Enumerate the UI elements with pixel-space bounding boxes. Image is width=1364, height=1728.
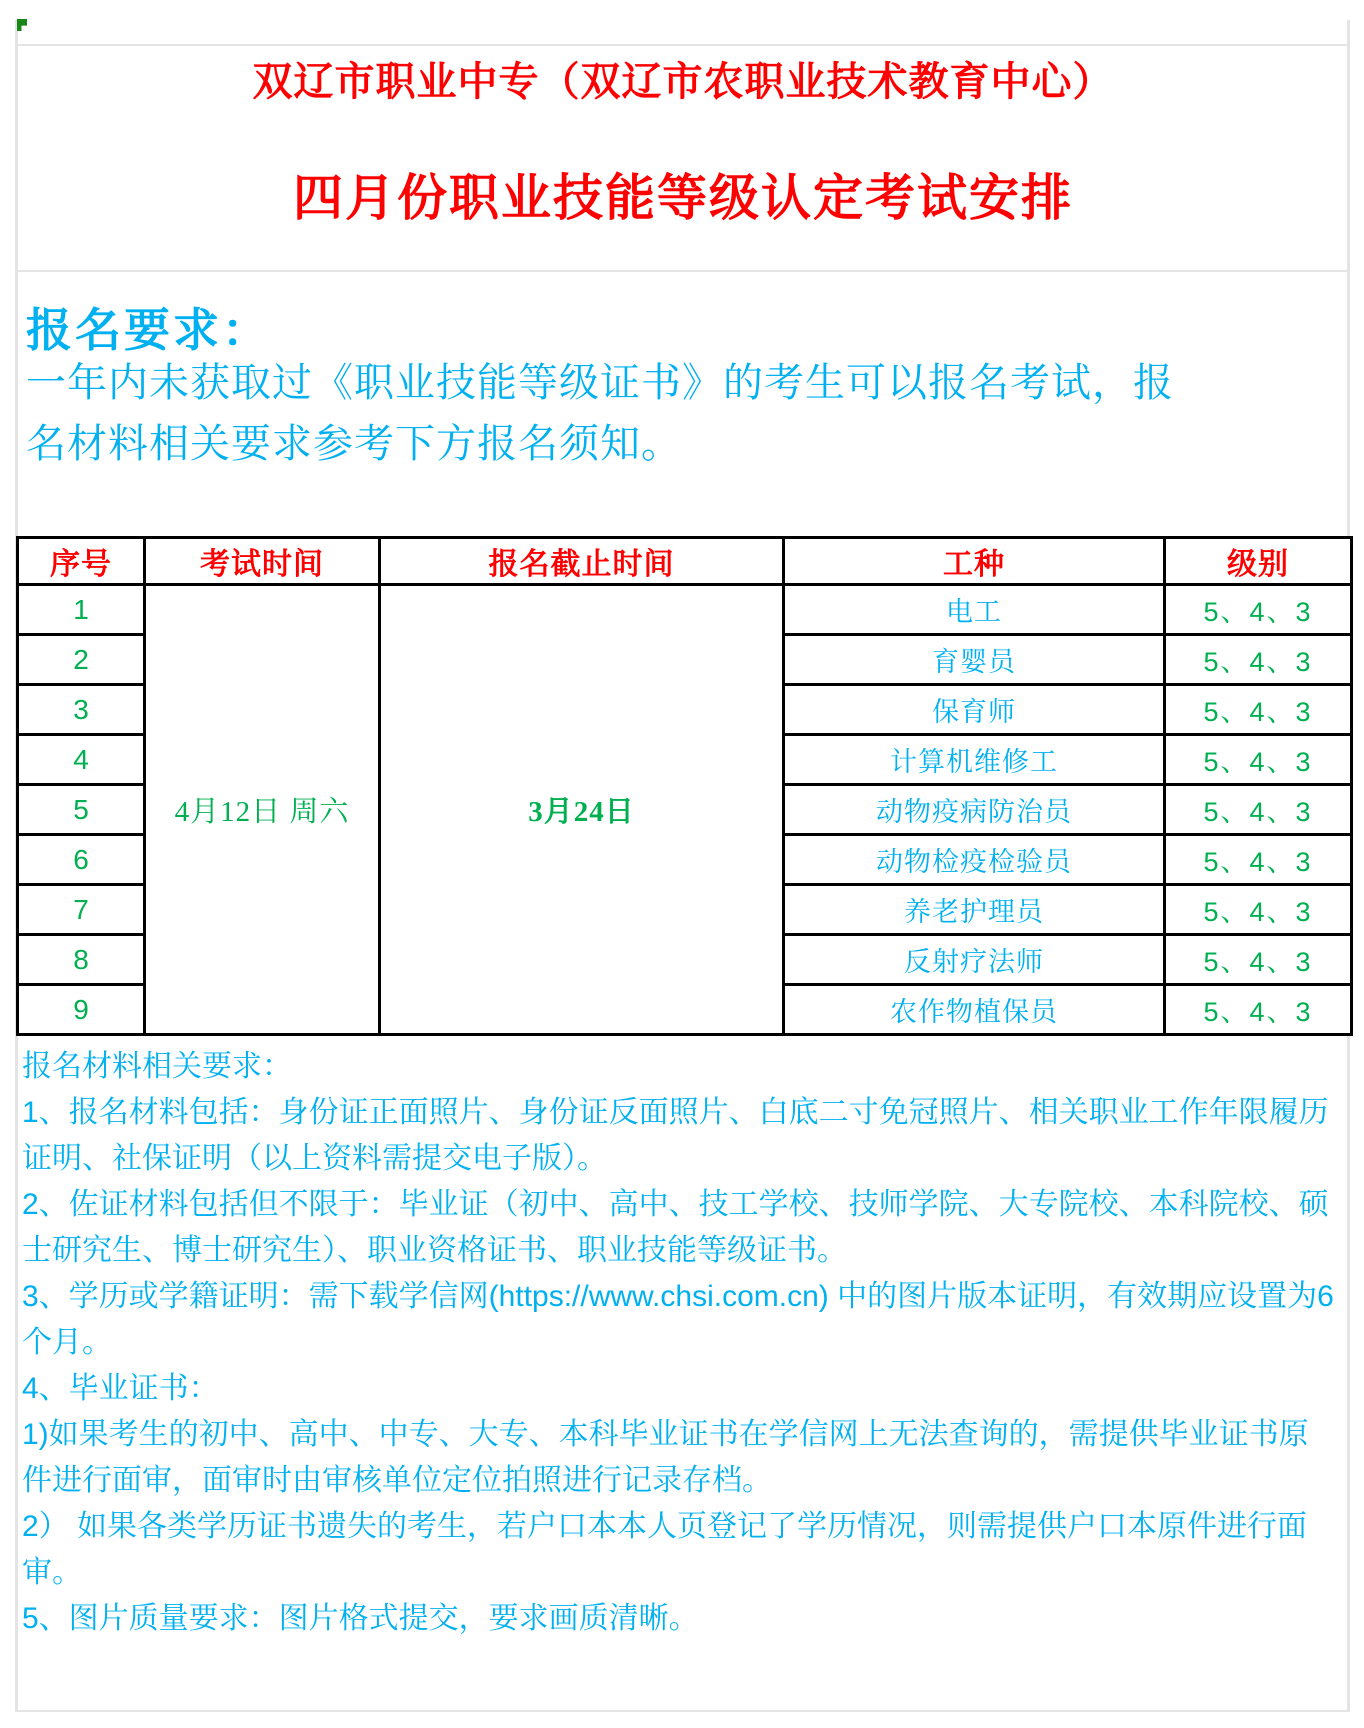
exam-date-cell: 4月12日 周六 xyxy=(145,585,380,1035)
frame-top-line xyxy=(15,44,1350,46)
row-number-cell: 8 xyxy=(18,935,145,985)
level-cell: 5、4、3 xyxy=(1165,985,1352,1035)
level-cell: 5、4、3 xyxy=(1165,585,1352,635)
row-number-cell: 9 xyxy=(18,985,145,1035)
level-cell: 5、4、3 xyxy=(1165,885,1352,935)
job-cell: 保育师 xyxy=(784,685,1165,735)
level-cell: 5、4、3 xyxy=(1165,685,1352,735)
job-cell: 动物检疫检验员 xyxy=(784,835,1165,885)
corner-flag-icon xyxy=(17,19,27,31)
note-paragraph: 1)如果考生的初中、高中、中专、大专、本科毕业证书在学信网上无法查询的，需提供毕业证书原件进行面审，面审时由审核单位定位拍照进行记录存档。 xyxy=(22,1418,1309,1497)
note-paragraph: 2、佐证材料包括但不限于：毕业证（初中、高中、技工学校、技师学院、大专院校、本科院校、硕士研究生、博士研究生）、职业资格证书、职业技能等级证书。 xyxy=(22,1188,1329,1267)
column-header-deadline: 报名截止时间 xyxy=(380,538,784,585)
level-cell: 5、4、3 xyxy=(1165,735,1352,785)
note-paragraph: 2） 如果各类学历证书遗失的考生，若户口本本人页登记了学历情况，则需提供户口本原件进行面审。 xyxy=(22,1510,1308,1589)
note-paragraph: 报名材料相关要求： xyxy=(22,1050,292,1083)
title-divider-line xyxy=(15,270,1350,272)
notes-section xyxy=(22,1044,1334,1642)
column-header-job: 工种 xyxy=(784,538,1165,585)
column-header-exam-time: 考试时间 xyxy=(145,538,380,585)
page-subtitle: 四月份职业技能等级认定考试安排 xyxy=(293,170,1073,226)
schedule-table xyxy=(16,536,1353,1036)
requirements-heading: 报名要求： xyxy=(26,304,271,356)
level-cell: 5、4、3 xyxy=(1165,635,1352,685)
job-cell: 育婴员 xyxy=(784,635,1165,685)
level-cell: 5、4、3 xyxy=(1165,935,1352,985)
job-cell: 反射疗法师 xyxy=(784,935,1165,985)
job-cell: 养老护理员 xyxy=(784,885,1165,935)
table-header-row xyxy=(18,538,1352,585)
column-header-serial: 序号 xyxy=(18,538,145,585)
job-cell: 农作物植保员 xyxy=(784,985,1165,1035)
deadline-cell: 3月24日 xyxy=(380,585,784,1035)
job-cell: 动物疫病防治员 xyxy=(784,785,1165,835)
row-number-cell: 6 xyxy=(18,835,145,885)
job-cell: 电工 xyxy=(784,585,1165,635)
level-cell: 5、4、3 xyxy=(1165,835,1352,885)
page-title: 双辽市职业中专（双辽市农职业技术教育中心） xyxy=(252,59,1114,104)
row-number-cell: 1 xyxy=(18,585,145,635)
row-number-cell: 2 xyxy=(18,635,145,685)
requirements-text: 一年内未获取过《职业技能等级证书》的考生可以报名考试，报名材料相关要求参考下方报名须知。 xyxy=(26,360,1174,466)
level-cell: 5、4、3 xyxy=(1165,785,1352,835)
note-paragraph: 3、学历或学籍证明：需下载学信网(https://www.chsi.com.cn) 中的图片版本证明，有效期应设置为6个月。 xyxy=(22,1280,1334,1359)
frame-bottom-line xyxy=(15,1710,1350,1712)
note-paragraph: 5、图片质量要求：图片格式提交，要求画质清晰。 xyxy=(22,1602,699,1635)
note-paragraph: 4、毕业证书： xyxy=(22,1372,219,1405)
job-cell: 计算机维修工 xyxy=(784,735,1165,785)
table-row xyxy=(18,585,1352,635)
row-number-cell: 7 xyxy=(18,885,145,935)
note-paragraph: 1、报名材料包括：身份证正面照片、身份证反面照片、白底二寸免冠照片、相关职业工作年限履历证明、社保证明（以上资料需提交电子版）。 xyxy=(22,1096,1329,1175)
row-number-cell: 5 xyxy=(18,785,145,835)
row-number-cell: 4 xyxy=(18,735,145,785)
row-number-cell: 3 xyxy=(18,685,145,735)
column-header-level: 级别 xyxy=(1165,538,1352,585)
